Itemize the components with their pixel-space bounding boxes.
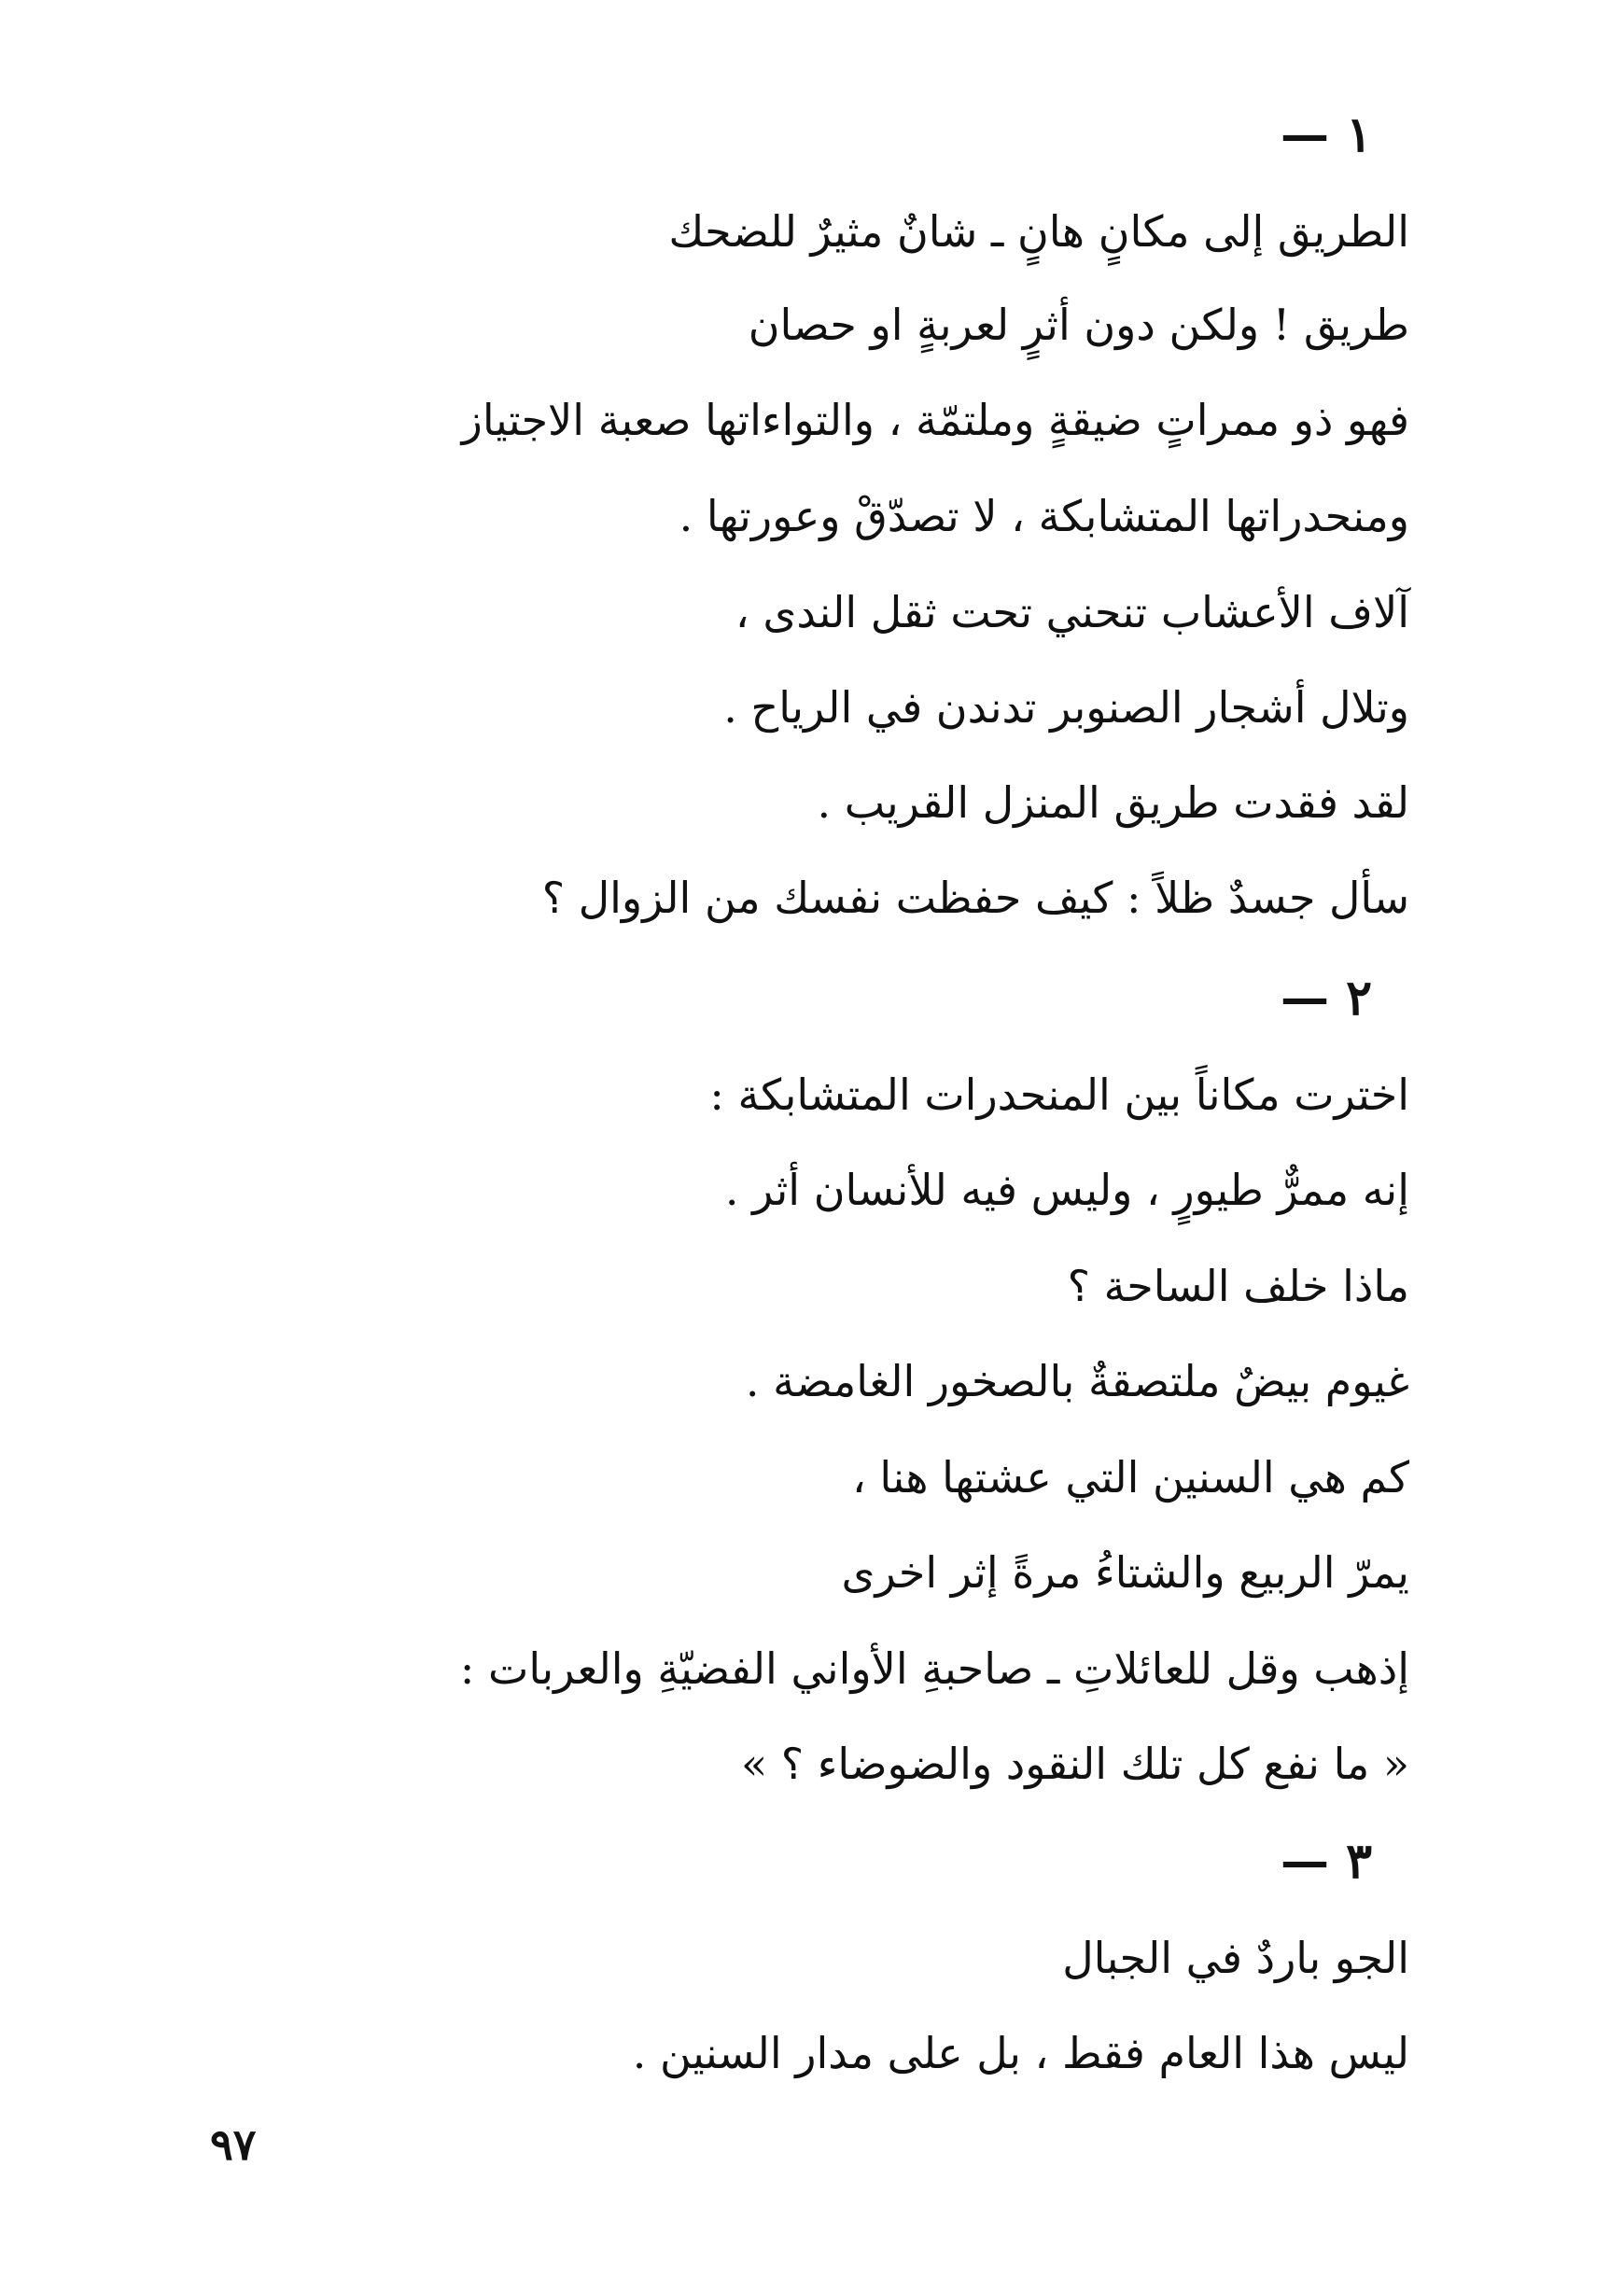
section-1-line-1: الطريق إلى مكانٍ هانٍ ـ شانٌ مثيرٌ للضحك	[668, 206, 1409, 257]
section-1-line-8: سأل جسدٌ ظلاً : كيف حفظت نفسك من الزوال ؟	[541, 873, 1409, 923]
section-2-line-4: غيوم بيضٌ ملتصقةٌ بالصخور الغامضة .	[745, 1356, 1409, 1406]
section-2-line-8: « ما نفع كل تلك النقود والضوضاء ؟ »	[741, 1739, 1409, 1789]
section-3-line-2: ليس هذا العام فقط ، بل على مدار السنين .	[632, 2028, 1409, 2078]
section-1-line-2: طريق ! ولكن دون أثرٍ لعربةٍ او حصان	[748, 300, 1409, 350]
page-number: ٩٧	[210, 2119, 257, 2170]
section-1-line-7: لقد فقدت طريق المنزل القريب .	[817, 777, 1409, 828]
section-2-line-7: إذهب وقل للعائلاتِ ـ صاحبةِ الأواني الفضيّةِ والعربات :	[459, 1643, 1409, 1694]
section-1-number: ١ —	[1280, 106, 1372, 163]
section-2-line-5: كم هي السنين التي عشتها هنا ،	[851, 1452, 1409, 1502]
section-2-line-3: ماذا خلف الساحة ؟	[1067, 1261, 1409, 1311]
section-3-number: ٣ —	[1280, 1833, 1372, 1890]
section-2-number: ٢ —	[1280, 970, 1372, 1027]
section-1-line-5: آلاف الأعشاب تنحني تحت ثقل الندى ،	[735, 587, 1409, 637]
section-2-line-1: اخترت مكاناً بين المنحدرات المتشابكة :	[709, 1069, 1409, 1120]
section-3-line-1: الجو باردٌ في الجبال	[1062, 1933, 1409, 1983]
section-1-line-3: فهو ذو ممراتٍ ضيقةٍ وملتمّة ، والتواءاتها صعبة الاجتياز	[461, 395, 1409, 445]
section-2-line-2: إنه ممرٌّ طيورٍ ، وليس فيه للأنسان أثر .	[724, 1165, 1409, 1215]
section-1-line-4: ومنحدراتها المتشابكة ، لا تصدّقْ وعورتها .	[679, 491, 1409, 541]
section-1-line-6: وتلال أشجار الصنوبر تدندن في الرياح .	[723, 682, 1409, 733]
section-2-line-6: يمرّ الربيع والشتاءُ مرةً إثر اخرى	[841, 1547, 1409, 1598]
